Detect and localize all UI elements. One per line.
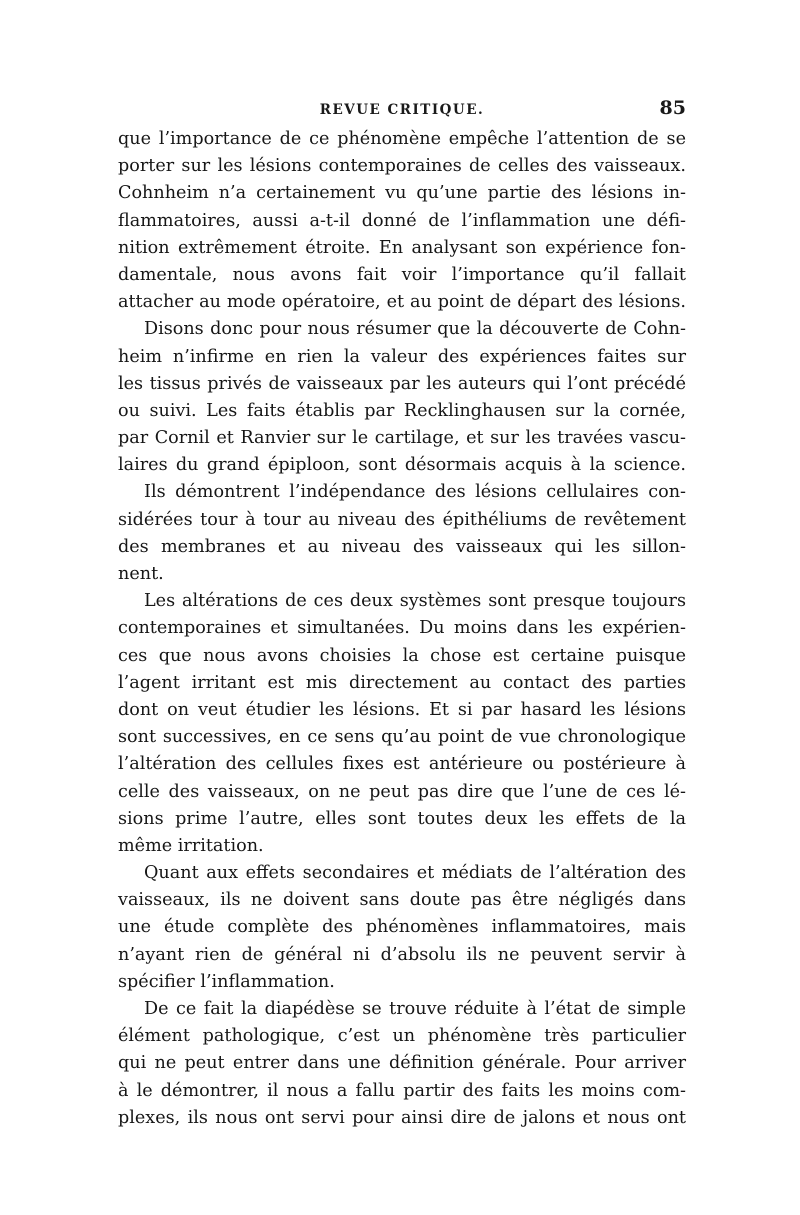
text-line: élément pathologique, c’est un phénomène très particulier (118, 1026, 686, 1047)
text-line: heim n’infirme en rien la valeur des expériences faites sur (118, 346, 686, 367)
text-line: damentale, nous avons fait voir l’importance qu’il fallait (118, 264, 686, 285)
text-line: sont successives, en ce sens qu’au point de vue chronologique (118, 727, 686, 748)
text-line: que l’importance de ce phénomène empêche l’attention de se (118, 129, 686, 149)
text-line: n’ayant rien de général ni d’absolu ils ne peuvent servir à (118, 944, 686, 965)
text-line: attacher au mode opératoire, et au point de départ des lésions. (118, 292, 686, 313)
text-line: même irritation. (118, 835, 264, 856)
text-line: laires du grand épiploon, sont désormais acquis à la science. (118, 455, 686, 476)
text-line: une étude complète des phénomènes inflammatoires, mais (118, 917, 686, 938)
text-line: ces que nous avons choisies la chose est certaine puisque (118, 645, 686, 666)
text-line: Les altérations de ces deux systèmes sont presque toujours (144, 591, 686, 612)
text-line: par Cornil et Ranvier sur le cartilage, et sur les travées vascu- (118, 428, 686, 449)
body-text (118, 126, 686, 1132)
text-line: sidérées tour à tour au niveau des épithéliums de revêtement (118, 509, 686, 530)
page-number: 85 (659, 97, 686, 119)
text-line: Cohnheim n’a certainement vu qu’une partie des lésions in- (118, 183, 686, 204)
text-line: contemporaines et simultanées. Du moins dans les expérien- (118, 618, 686, 639)
text-line: spécifier l’inflammation. (118, 971, 335, 992)
text-line: des membranes et au niveau des vaisseaux qui les sillon- (118, 536, 686, 557)
running-title: REVUE CRITIQUE. (319, 102, 485, 118)
text-line: l’agent irritant est mis directement au contact des parties (118, 672, 686, 693)
page-header (118, 97, 686, 121)
text-line: flammatoires, aussi a-t-il donné de l’inflammation une défi- (118, 210, 686, 231)
text-line: sions prime l’autre, elles sont toutes deux les effets de la (118, 808, 686, 829)
text-line: dont on veut étudier les lésions. Et si par hasard les lésions (118, 699, 686, 720)
text-line: porter sur les lésions contemporaines de celles des vaisseaux. (118, 156, 686, 177)
text-line: plexes, ils nous ont servi pour ainsi dire de jalons et nous ont (118, 1107, 686, 1128)
text-line: Ils démontrent l’indépendance des lésions cellulaires con- (144, 482, 686, 503)
text-line: De ce fait la diapédèse se trouve réduite à l’état de simple (144, 999, 686, 1019)
text-line: celle des vaisseaux, on ne peut pas dire que l’une de ces lé- (118, 781, 686, 802)
text-line: Quant aux effets secondaires et médiats de l’altération des (144, 863, 686, 884)
text-line: qui ne peut entrer dans une définition générale. Pour arriver (118, 1053, 686, 1074)
text-line: Disons donc pour nous résumer que la découverte de Cohn- (144, 319, 686, 340)
text-line: vaisseaux, ils ne doivent sans doute pas être négligés dans (118, 890, 686, 911)
text-line: nition extrêmement étroite. En analysant son expérience fon- (118, 237, 686, 258)
text-line: nent. (118, 564, 164, 584)
text-line: les tissus privés de vaisseaux par les auteurs qui l’ont précédé (118, 373, 686, 394)
text-line: à le démontrer, il nous a fallu partir des faits les moins com- (118, 1080, 686, 1101)
text-line: l’altération des cellules fixes est antérieure ou postérieure à (118, 754, 686, 775)
text-line: ou suivi. Les faits établis par Recklinghausen sur la cornée, (118, 400, 686, 421)
